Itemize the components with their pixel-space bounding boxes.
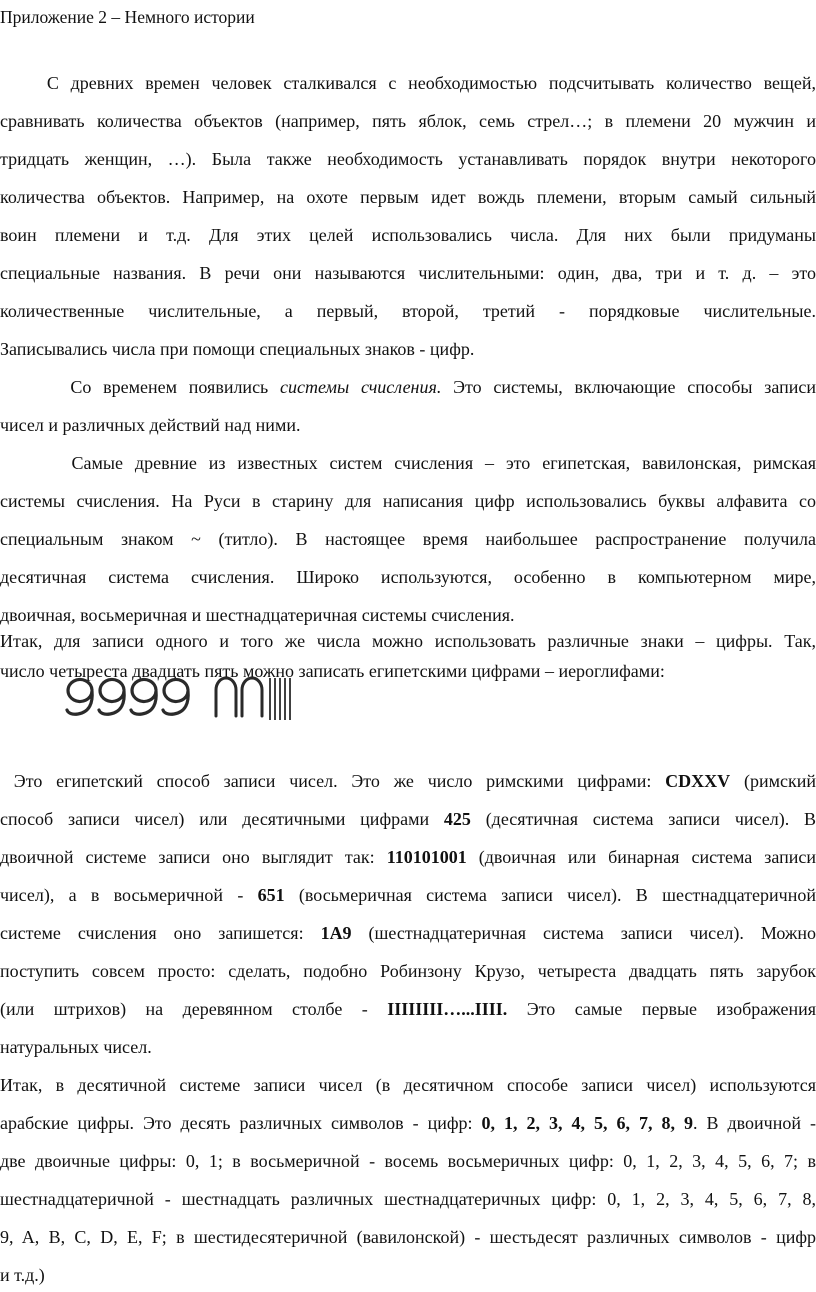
p4-line: число четыреста двадцать пять можно записать египетскими цифрами – иероглифами: — [0, 661, 665, 681]
p5-text: (римский — [730, 771, 816, 791]
p5-line — [0, 916, 816, 950]
p5-line — [0, 840, 816, 874]
p1-line: тридцать женщин, …). Была также необходимость устанавливать порядок внутри некоторого — [0, 149, 816, 169]
p4-line: Итак, для записи одного и того же числа можно использовать различные знаки – цифры. Так, — [0, 631, 816, 651]
ten-arch-glyph — [242, 678, 262, 716]
p3-line: специальным знаком ~ (титло). В настоящее время наибольшее распространение получила — [0, 529, 816, 549]
p5-text: Это самые первые изображения — [507, 999, 816, 1019]
p5-text: Это египетский способ записи чисел. Это же число римскими цифрами: — [0, 771, 666, 791]
p1-line: количественные числительные, а первый, второй, третий - порядковые числительные. — [0, 301, 816, 321]
p5-text: чисел), а в восьмеричной - — [0, 885, 258, 905]
p5-line — [0, 802, 816, 836]
p5-text: (или штрихов) на деревянном столбе - — [0, 999, 388, 1019]
p5-line — [0, 992, 816, 1026]
hundred-coil-glyph — [67, 680, 92, 715]
p1-line: воин племени и т.д. Для этих целей использовались числа. Для них были придуманы — [0, 225, 816, 245]
p1-line: Записывались числа при помощи специальных знаков - цифр. — [0, 339, 475, 359]
p5-line: натуральных чисел. — [0, 1037, 152, 1057]
p3-line: десятичная система счисления. Широко используются, особенно в компьютерном мире, — [0, 567, 816, 587]
p3-line: двоичная, восьмеричная и шестнадцатеричная системы счисления. — [0, 605, 515, 625]
p2-line — [0, 370, 816, 404]
ten-arch-glyph — [216, 678, 236, 716]
p5-text: двоичной системе записи оно выглядит так: — [0, 847, 387, 867]
hundred-coil-glyph — [99, 680, 124, 715]
p6-text: арабские цифры. Это десять различных символов - цифр: — [0, 1113, 482, 1133]
octal-number: 651 — [257, 885, 285, 905]
p5-line: поступить совсем просто: сделать, подобно Робинзону Крузо, четыреста двадцать пять зарубок — [0, 961, 816, 981]
p5-text: (восьмеричная система записи чисел). В шестнадцатеричной — [284, 885, 816, 905]
hundred-coil-glyph — [163, 680, 188, 715]
p6-text: . В двоичной - — [693, 1113, 816, 1133]
hundred-coil-glyph — [131, 680, 156, 715]
arabic-digits: 0, 1, 2, 3, 4, 5, 6, 7, 8, 9 — [481, 1113, 694, 1133]
p3-line: системы счисления. На Руси в старину для написания цифр использовались буквы алфавита со — [0, 491, 816, 511]
p3-line: Самые древние из известных систем счисления – это египетская, вавилонская, римская — [0, 453, 816, 473]
decimal-number: 425 — [443, 809, 471, 829]
p6-line — [0, 1106, 816, 1140]
hex-number: 1A9 — [320, 923, 352, 943]
p5-text: способ записи чисел) или десятичными цифрами — [0, 809, 444, 829]
p6-line: шестнадцатеричной - шестнадцать различных шестнадцатеричных цифр: 0, 1, 2, 3, 4, 5, 6, 7, 8, — [0, 1189, 816, 1209]
p5-line — [0, 764, 816, 798]
p1-line: С древних времен человек сталкивался с необходимостью подсчитывать количество вещей, — [0, 73, 816, 93]
p1-line: количества объектов. Например, на охоте первым идет вождь племени, вторым самый сильный — [0, 187, 816, 207]
p5-text: (двоичная или бинарная система записи — [466, 847, 816, 867]
p5-line — [0, 878, 816, 912]
document-title: Приложение 2 – Немного истории — [0, 7, 255, 27]
p2-line: чисел и различных действий над ними. — [0, 415, 301, 435]
p6-line: и т.д.) — [0, 1265, 45, 1285]
p2-italic-term: системы счисления. — [280, 377, 442, 397]
p6-line: 9, A, B, C, D, E, F; в шестидесятеричной (вавилонской) - шестьдесят различных символов - цифр — [0, 1227, 816, 1247]
binary-number: 110101001 — [386, 847, 467, 867]
roman-number: CDXXV — [665, 771, 731, 791]
p1-line: сравнивать количества объектов (например, пять яблок, семь стрел…; в племени 20 мужчин и — [0, 111, 816, 131]
p2-text: Это системы, включающие способы записи — [441, 377, 816, 397]
tally-marks: IIIIIIII…...IIII. — [387, 999, 508, 1019]
p6-line: две двоичные цифры: 0, 1; в восьмеричной - восемь восьмеричных цифр: 0, 1, 2, 3, 4, 5, 6, 7; в — [0, 1151, 816, 1171]
p5-text: (шестнадцатеричная система записи чисел). Можно — [351, 923, 816, 943]
p5-text: системе счисления оно запишется: — [0, 923, 321, 943]
p6-line: Итак, в десятичной системе записи чисел (в десятичном способе записи чисел) используются — [0, 1075, 816, 1095]
p5-text: (десятичная система записи чисел). В — [470, 809, 816, 829]
egyptian-numerals-figure — [60, 670, 340, 730]
p1-line: специальные названия. В речи они называются числительными: один, два, три и т. д. – это — [0, 263, 816, 283]
p2-text: Со временем появились — [0, 377, 281, 397]
